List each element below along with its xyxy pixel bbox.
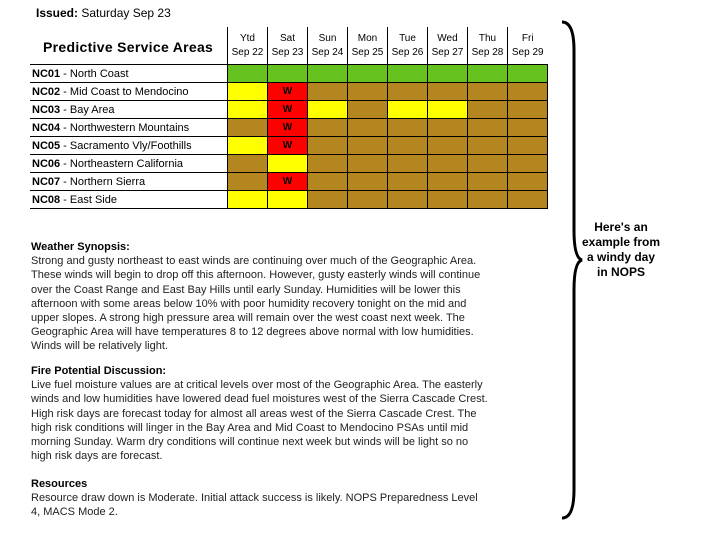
area-name: East Side <box>69 193 117 206</box>
resources-line: 4, MACS Mode 2. <box>31 506 118 519</box>
day-date: Sep 27 <box>431 46 464 58</box>
day-header-ytd <box>228 27 268 65</box>
area-label-nc08: NC08 - East Side <box>30 191 228 209</box>
forecast-cell <box>228 83 268 101</box>
forecast-cell <box>508 191 548 209</box>
fire-heading: Fire Potential Discussion: <box>31 365 167 377</box>
day-name: Mon <box>357 32 378 44</box>
day-name: Wed <box>437 32 458 44</box>
area-code: NC01 <box>32 67 61 80</box>
psa-title: Predictive Service Areas <box>43 39 214 55</box>
area-code: NC03 <box>32 103 61 116</box>
area-label-nc02: NC02 - Mid Coast to Mendocino <box>30 83 228 101</box>
area-code: NC02 <box>32 85 61 98</box>
area-label-nc07: NC07 - Northern Sierra <box>30 173 228 191</box>
day-name: Tue <box>399 32 416 44</box>
area-name: Bay Area <box>69 103 115 116</box>
forecast-cell <box>308 137 348 155</box>
forecast-cell <box>308 191 348 209</box>
day-name: Fri <box>521 32 534 44</box>
forecast-cell <box>348 137 388 155</box>
day-header-tue <box>388 27 428 65</box>
forecast-cell <box>388 119 428 137</box>
table-row <box>30 155 548 173</box>
area-name: North Coast <box>69 67 129 80</box>
forecast-cell <box>468 191 508 209</box>
forecast-cell <box>348 65 388 83</box>
forecast-cell <box>348 155 388 173</box>
area-label-nc04: NC04 - Northwestern Mountains <box>30 119 228 137</box>
weather-line: Geographic Area will have temperatures 8 to 12 degrees above normal with low humidities. <box>31 326 474 339</box>
weather-line: afternoon with some areas below 10% with poor humidity recovery tonight on the mid and <box>31 297 467 310</box>
forecast-cell <box>508 83 548 101</box>
issued-label: Issued: <box>36 6 79 20</box>
forecast-cell <box>428 83 468 101</box>
weather-line: Strong and gusty northeast to east winds are continuing over much of the Geographic Area. <box>31 255 477 268</box>
day-date: Sep 23 <box>271 46 304 58</box>
weather-line: upper slopes. A strong high pressure area will remain over the west coast next week. The <box>31 312 465 325</box>
forecast-cell <box>308 101 348 119</box>
area-label-nc05: NC05 - Sacramento Vly/Foothills <box>30 137 228 155</box>
forecast-cell <box>428 65 468 83</box>
forecast-cell <box>468 65 508 83</box>
area-name: Sacramento Vly/Foothills <box>69 139 192 152</box>
weather-line: Winds will be relatively light. <box>31 340 168 353</box>
forecast-cell <box>468 137 508 155</box>
annotation-note: Here's an example from a windy day in NOPS <box>581 220 661 279</box>
table-row <box>30 101 548 119</box>
forecast-cell <box>348 173 388 191</box>
forecast-cell <box>428 191 468 209</box>
table-row <box>30 173 548 191</box>
table-row <box>30 137 548 155</box>
day-name: Sun <box>318 32 337 44</box>
day-name: Ytd <box>239 32 255 44</box>
area-label-nc03: NC03 - Bay Area <box>30 101 228 119</box>
forecast-cell <box>508 155 548 173</box>
fire-line: winds and low humidities have lowered dead fuel moistures west of the Sierra Cascade Crest. <box>31 393 488 406</box>
forecast-cell <box>388 137 428 155</box>
forecast-cell <box>308 155 348 173</box>
forecast-cell <box>428 173 468 191</box>
forecast-cell <box>228 101 268 119</box>
forecast-cell <box>428 155 468 173</box>
forecast-cell <box>468 119 508 137</box>
forecast-cell <box>468 155 508 173</box>
area-name: Northern Sierra <box>69 175 146 188</box>
forecast-cell <box>228 119 268 137</box>
area-code: NC06 <box>32 157 61 170</box>
table-row <box>30 83 548 101</box>
forecast-cell <box>428 137 468 155</box>
forecast-cell <box>308 173 348 191</box>
forecast-cell <box>268 155 308 173</box>
forecast-cell <box>308 65 348 83</box>
forecast-cell <box>268 65 308 83</box>
table-row <box>30 191 548 209</box>
day-header-fri <box>508 27 548 65</box>
area-name: Mid Coast to Mendocino <box>69 85 189 98</box>
forecast-cell <box>388 83 428 101</box>
forecast-cell <box>308 83 348 101</box>
table-row <box>30 119 548 137</box>
resources-text <box>31 491 541 519</box>
fire-text <box>31 378 541 463</box>
forecast-cell <box>388 191 428 209</box>
weather-line: These winds will begin to drop off this afternoon. However, gusty easterly winds will continue <box>31 269 481 282</box>
weather-text <box>31 254 541 353</box>
area-code: NC05 <box>32 139 61 152</box>
day-header-mon <box>348 27 388 65</box>
forecast-cell <box>348 191 388 209</box>
forecast-cell <box>228 155 268 173</box>
day-name: Thu <box>478 32 497 44</box>
area-name: Northwestern Mountains <box>69 121 190 134</box>
day-date: Sep 25 <box>351 46 384 58</box>
forecast-cell <box>348 83 388 101</box>
weather-line: over the Coast Range and East Bay Hills until early Sunday. Humidities will be lower this <box>31 283 461 296</box>
resources-section <box>31 477 541 520</box>
forecast-cell <box>388 101 428 119</box>
fire-line: High risk days are forecast today for almost all areas west of the Sierra Cascade Crest. The <box>31 407 477 420</box>
area-code: NC07 <box>32 175 61 188</box>
fire-line: high risk days are forecast. <box>31 450 163 463</box>
day-date: Sep 26 <box>391 46 424 58</box>
table-row <box>30 65 548 83</box>
forecast-cell: W <box>268 101 308 119</box>
resources-line: Resource draw down is Moderate. Initial attack success is likely. NOPS Preparedness Level <box>31 492 478 505</box>
area-code: NC04 <box>32 121 61 134</box>
forecast-cell: W <box>268 83 308 101</box>
forecast-cell <box>308 119 348 137</box>
forecast-cell <box>228 65 268 83</box>
forecast-cell <box>468 101 508 119</box>
forecast-cell <box>508 173 548 191</box>
day-date: Sep 29 <box>511 46 544 58</box>
area-name: Northeastern California <box>69 157 184 170</box>
forecast-cell: W <box>268 119 308 137</box>
day-header-sat <box>268 27 308 65</box>
day-name: Sat <box>279 32 295 44</box>
forecast-cell: W <box>268 173 308 191</box>
forecast-cell <box>388 65 428 83</box>
area-label-nc06: NC06 - Northeastern California <box>30 155 228 173</box>
area-label-nc01: NC01 - North Coast <box>30 65 228 83</box>
forecast-cell <box>508 65 548 83</box>
forecast-cell <box>228 191 268 209</box>
forecast-cell <box>388 173 428 191</box>
day-date: Sep 24 <box>311 46 344 58</box>
fire-line: Live fuel moisture values are at critical levels over most of the Geographic Area. The easterly <box>31 379 483 392</box>
fire-potential <box>31 364 541 463</box>
forecast-cell <box>468 83 508 101</box>
forecast-cell <box>508 119 548 137</box>
weather-heading: Weather Synopsis: <box>31 241 130 253</box>
forecast-cell <box>428 101 468 119</box>
forecast-cell <box>508 137 548 155</box>
day-header-wed <box>428 27 468 65</box>
issued-line <box>36 6 171 20</box>
day-header-thu <box>468 27 508 65</box>
area-code: NC08 <box>32 193 61 206</box>
forecast-cell <box>428 119 468 137</box>
day-header-sun <box>308 27 348 65</box>
weather-synopsis <box>31 240 541 354</box>
forecast-cell <box>348 119 388 137</box>
forecast-cell <box>348 101 388 119</box>
forecast-cell <box>388 155 428 173</box>
forecast-cell <box>228 173 268 191</box>
forecast-cell <box>228 137 268 155</box>
forecast-cell <box>268 191 308 209</box>
fire-line: high risk conditions will linger in the Bay Area and Mid Coast to Mendocino PSAs until mid <box>31 421 469 434</box>
fire-line: morning Sunday. Warm dry conditions will continue next week but winds will be light so no <box>31 436 469 449</box>
day-date: Sep 28 <box>471 46 504 58</box>
forecast-cell <box>468 173 508 191</box>
day-date: Sep 22 <box>231 46 264 58</box>
resources-heading: Resources <box>31 478 88 490</box>
issued-date: Saturday Sep 23 <box>81 6 171 20</box>
forecast-cell <box>508 101 548 119</box>
forecast-cell: W <box>268 137 308 155</box>
